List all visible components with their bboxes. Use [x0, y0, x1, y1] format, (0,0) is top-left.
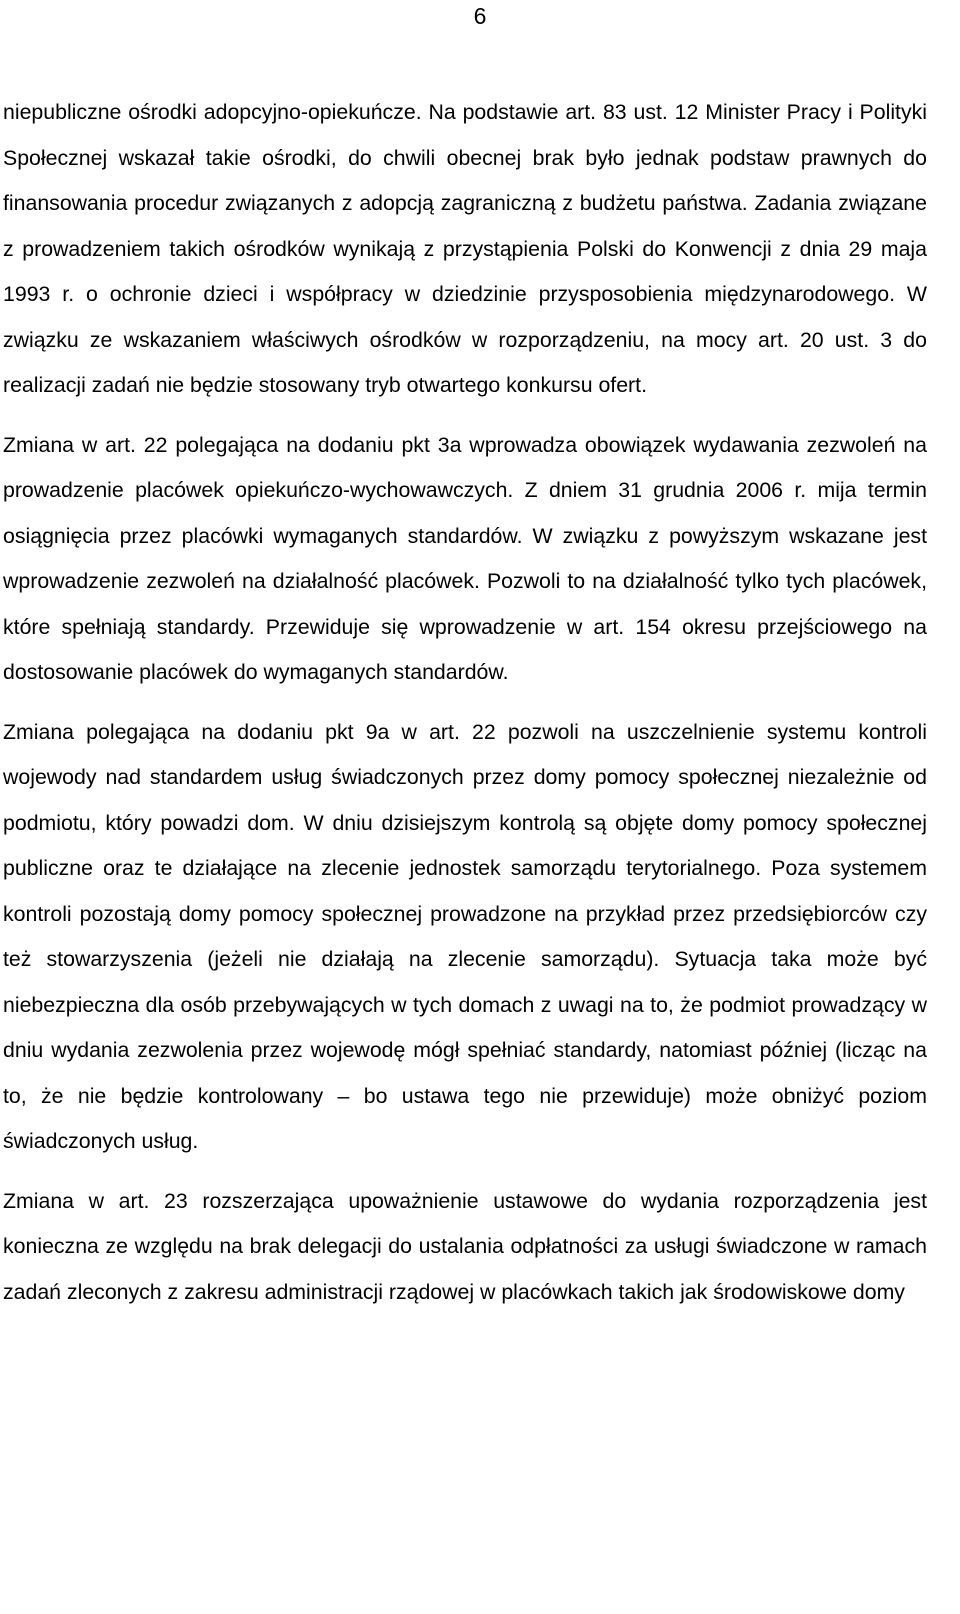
paragraph-1: niepubliczne ośrodki adopcyjno-opiekuńcze. Na podstawie art. 83 ust. 12 Minister Pracy i Polityki Społecznej wskazał takie ośrodki, do chwili obecnej brak było jednak podstaw prawnych do finansowania procedur związanych z adopcją zagraniczną z budżetu państwa. Zadania związane z prowadzeniem takich ośrodków wynikają z przystąpienia Polski do Konwencji z dnia 29 maja 1993 r. o ochronie dzieci i współpracy w dziedzinie przysposobienia międzynarodowego. W związku ze wskazaniem właściwych ośrodków w rozporządzeniu, na mocy art. 20 ust. 3 do realizacji zadań nie będzie stosowany tryb otwartego konkursu ofert. [3, 100, 927, 397]
paragraph-4: Zmiana w art. 23 rozszerzająca upoważnienie ustawowe do wydania rozporządzenia jest konieczna ze względu na brak delegacji do ustalania odpłatności za usługi świadczone w ramach zadań zleconych z zakresu administracji rządowej w placówkach takich jak środowiskowe domy [3, 1188, 927, 1304]
paragraph-3: Zmiana polegająca na dodaniu pkt 9a w art. 22 pozwoli na uszczelnienie systemu kontroli wojewody nad standardem usług świadczonych przez domy pomocy społecznej niezależnie od podmiotu, który powadzi dom. W dniu dzisiejszym kontrolą są objęte domy pomocy społecznej publiczne oraz te działające na zlecenie jednostek samorządu terytorialnego. Poza systemem kontroli pozostają domy pomocy społecznej prowadzone na przykład przez przedsiębiorców czy też stowarzyszenia (jeżeli nie działają na zlecenie samorządu). Sytuacja taka może być niebezpieczna dla osób przebywających w tych domach z uwagi na to, że podmiot prowadzący w dniu wydania zezwolenia przez wojewodę mógł spełniać standardy, natomiast później (licząc na to, że nie będzie kontrolowany – bo ustawa tego nie przewiduje) może obniżyć poziom świadczonych usług. [3, 719, 927, 1153]
document-body [3, 90, 927, 1315]
paragraph-2: Zmiana w art. 22 polegająca na dodaniu pkt 3a wprowadza obowiązek wydawania zezwoleń na prowadzenie placówek opiekuńczo-wychowawczych. Z dniem 31 grudnia 2006 r. mija termin osiągnięcia przez placówki wymaganych standardów. W związku z powyższym wskazane jest wprowadzenie zezwoleń na działalność placówek. Pozwoli to na działalność tylko tych placówek, które spełniają standardy. Przewiduje się wprowadzenie w art. 154 okresu przejściowego na dostosowanie placówek do wymaganych standardów. [3, 432, 927, 684]
page-number: 6 [473, 3, 487, 29]
